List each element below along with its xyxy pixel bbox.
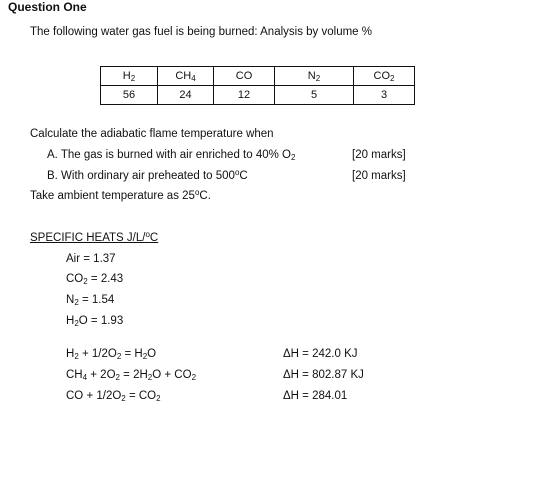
intro-text: The following water gas fuel is being burned: Analysis by volume % [30, 26, 372, 38]
table-row [101, 86, 415, 105]
specific-heat-air: Air = 1.37 [66, 253, 116, 265]
header-cell: $CO_2$ [354, 67, 415, 86]
gas-analysis-table [100, 66, 415, 105]
header-cell: CO [214, 67, 275, 86]
specific-heat-co2: $CO_2 = 2.43$ [66, 273, 124, 286]
page-title: Question One [8, 0, 87, 14]
specific-heat-n2: $N_2 = 1.54$ [66, 294, 115, 307]
reaction-3-enthalpy: ΔH = 284.01 [283, 390, 348, 402]
part-b-marks: [20 marks] [352, 170, 406, 182]
ambient-text: Take ambient temperature as 25$^o$C. [30, 188, 211, 202]
value-cell: 56 [101, 86, 158, 105]
reaction-3: CO + $1/2O_2 = CO_2$ [66, 390, 161, 403]
part-a-marks: [20 marks] [352, 149, 406, 161]
specific-heats-heading: SPECIFIC HEATS J/L/$^o$C [30, 230, 159, 244]
reaction-1: $H_2 + 1/2O_2 = H_2O$ [66, 348, 157, 361]
table-header-row [101, 67, 415, 86]
value-cell: 3 [354, 86, 415, 105]
part-a: A. The gas is burned with air enriched to 40% $O_2$ [47, 149, 296, 162]
reaction-1-enthalpy: ΔH = 242.0 KJ [283, 348, 358, 360]
part-b: B. With ordinary air preheated to 500$^o$C [47, 168, 248, 182]
value-cell: 24 [158, 86, 214, 105]
header-cell: $N_2$ [275, 67, 354, 86]
value-cell: 5 [275, 86, 354, 105]
value-cell: 12 [214, 86, 275, 105]
reaction-2-enthalpy: ΔH = 802.87 KJ [283, 369, 364, 381]
header-cell: $CH_4$ [158, 67, 214, 86]
task-text: Calculate the adiabatic flame temperature when [30, 128, 274, 140]
reaction-2: $CH_4 + 2O_2 = 2H_2O + CO_2$ [66, 369, 197, 382]
header-cell: $H_2$ [101, 67, 158, 86]
specific-heat-h2o: $H_2O = 1.93$ [66, 315, 124, 328]
